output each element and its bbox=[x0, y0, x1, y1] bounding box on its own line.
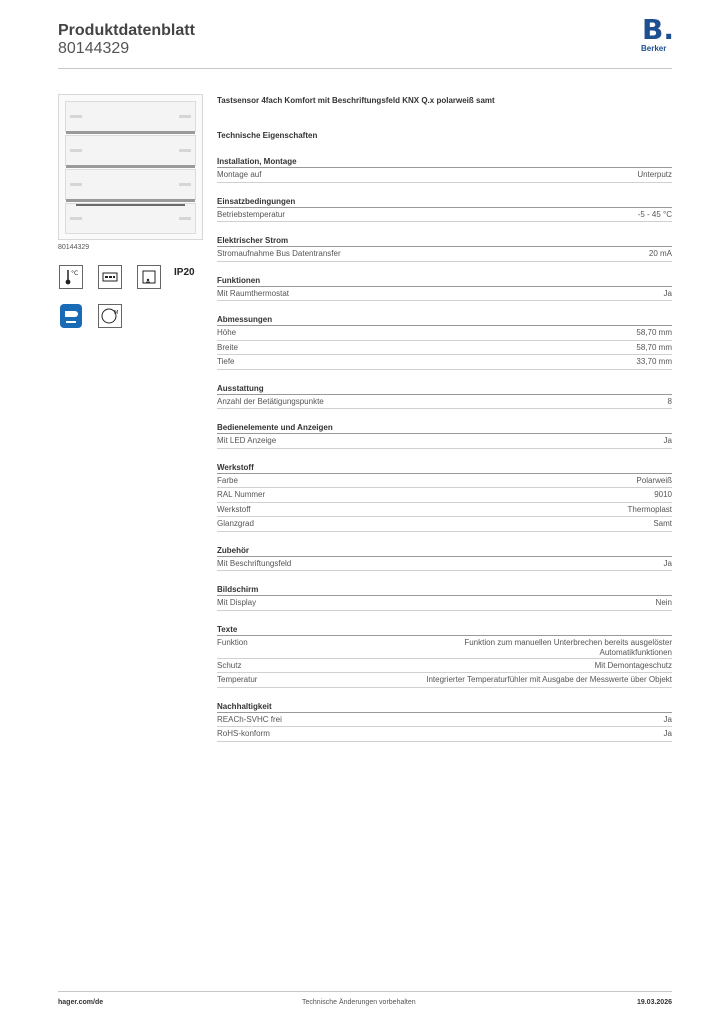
spec-value: Ja bbox=[663, 288, 672, 298]
spec-value: Thermoplast bbox=[627, 504, 672, 514]
spec-value: Ja bbox=[663, 558, 672, 568]
spec-value: Ja bbox=[663, 729, 672, 738]
rocker-2 bbox=[65, 135, 196, 166]
spec-group-einsatz bbox=[217, 196, 672, 223]
display-device-icon bbox=[98, 265, 122, 289]
page-title: Produktdatenblatt bbox=[58, 22, 195, 39]
rocker-4 bbox=[65, 203, 196, 234]
spec-table bbox=[217, 156, 672, 755]
group-title: Funktionen bbox=[217, 275, 672, 287]
spec-label: Mit LED Anzeige bbox=[217, 436, 277, 445]
spec-label: RoHS-konform bbox=[217, 729, 270, 738]
spec-row bbox=[217, 247, 672, 262]
spec-group-abmessungen bbox=[217, 314, 672, 370]
spec-group-funktionen bbox=[217, 275, 672, 302]
spec-label: Stromaufnahme Bus Datentransfer bbox=[217, 249, 341, 258]
spec-row bbox=[217, 596, 672, 611]
logo-mark: B. bbox=[642, 13, 674, 46]
footer-divider bbox=[58, 991, 672, 992]
spec-row bbox=[217, 517, 672, 532]
section-heading: Technische Eigenschaften bbox=[217, 131, 318, 140]
spec-value: Funktion zum manuellen Unterbrechen bereits ausgelöster Automatikfunktionen bbox=[464, 637, 672, 657]
spec-row bbox=[217, 434, 672, 449]
ip20-icon: IP20 bbox=[174, 267, 195, 278]
group-title: Nachhaltigkeit bbox=[217, 701, 672, 713]
group-title: Ausstattung bbox=[217, 383, 672, 395]
rocker-3 bbox=[65, 169, 196, 200]
spec-group-texte bbox=[217, 624, 672, 688]
footer-website-link[interactable]: hager.com/de bbox=[58, 999, 104, 1006]
spec-label: REACh-SVHC frei bbox=[217, 714, 282, 724]
group-title: Werkstoff bbox=[217, 462, 672, 474]
spec-row bbox=[217, 208, 672, 223]
group-title: Abmessungen bbox=[217, 314, 672, 326]
spec-label: Mit Display bbox=[217, 598, 257, 607]
spec-row bbox=[217, 673, 672, 688]
spec-group-bedienelemente bbox=[217, 422, 672, 449]
group-title: Zubehör bbox=[217, 545, 672, 557]
spec-value: 8 bbox=[667, 396, 672, 406]
spec-value: -5 - 45 °C bbox=[637, 209, 672, 219]
logo-text: Berker bbox=[641, 44, 667, 53]
spec-label: Betriebstemperatur bbox=[217, 209, 286, 219]
spec-label: Werkstoff bbox=[217, 504, 251, 514]
spec-row bbox=[217, 395, 672, 410]
group-title: Bildschirm bbox=[217, 584, 672, 596]
spec-group-installation bbox=[217, 156, 672, 183]
spec-row bbox=[217, 488, 672, 503]
spec-value: 9010 bbox=[654, 490, 672, 499]
spec-row bbox=[217, 713, 672, 728]
group-title: Texte bbox=[217, 624, 672, 636]
rocker-1 bbox=[65, 101, 196, 132]
berker-logo bbox=[640, 13, 674, 56]
spec-row bbox=[217, 341, 672, 356]
spec-group-nachhaltigkeit bbox=[217, 701, 672, 742]
svg-text:°C: °C bbox=[71, 270, 79, 277]
spec-label: Breite bbox=[217, 342, 238, 352]
header-divider bbox=[58, 68, 672, 69]
spec-label: Mit Beschriftungsfeld bbox=[217, 558, 292, 568]
spec-value: Samt bbox=[653, 519, 672, 528]
spec-group-ausstattung bbox=[217, 383, 672, 410]
spec-value: Mit Demontageschutz bbox=[594, 660, 672, 670]
spec-row bbox=[217, 503, 672, 518]
spec-label: Funktion bbox=[217, 637, 248, 647]
product-image bbox=[58, 94, 203, 240]
spec-value: 20 mA bbox=[648, 249, 672, 258]
spec-row bbox=[217, 168, 672, 183]
surface-mount-icon bbox=[137, 265, 161, 289]
spec-label: Tiefe bbox=[217, 357, 235, 366]
spec-row bbox=[217, 326, 672, 341]
spec-row bbox=[217, 727, 672, 742]
footer-disclaimer: Technische Änderungen vorbehalten bbox=[302, 999, 416, 1006]
spec-label: Schutz bbox=[217, 660, 242, 670]
product-title: Tastsensor 4fach Komfort mit Beschriftungsfeld KNX Q.x polarweiß samt bbox=[217, 96, 495, 105]
group-title: Bedienelemente und Anzeigen bbox=[217, 422, 672, 434]
spec-label: Glanzgrad bbox=[217, 519, 254, 528]
spec-row bbox=[217, 287, 672, 302]
spec-value: 33,70 mm bbox=[636, 357, 672, 366]
rotary-icon bbox=[98, 304, 122, 328]
spec-label: Farbe bbox=[217, 475, 238, 485]
spec-group-werkstoff bbox=[217, 462, 672, 532]
spec-row bbox=[217, 636, 672, 659]
spec-value: Polarweiß bbox=[636, 475, 672, 485]
spec-group-zubehoer bbox=[217, 545, 672, 572]
spec-label: Montage auf bbox=[217, 170, 262, 179]
spec-label: Mit Raumthermostat bbox=[217, 288, 290, 298]
spec-value: Unterputz bbox=[637, 170, 672, 179]
image-caption: 80144329 bbox=[58, 244, 90, 251]
spec-value: 58,70 mm bbox=[636, 328, 672, 337]
spec-value: Integrierter Temperaturfühler mit Ausgabe der Messwerte über Objekt bbox=[426, 675, 672, 684]
spec-row bbox=[217, 355, 672, 370]
spec-label: Temperatur bbox=[217, 675, 258, 684]
group-title: Einsatzbedingungen bbox=[217, 196, 672, 208]
group-title: Installation, Montage bbox=[217, 156, 672, 168]
group-title: Elektrischer Strom bbox=[217, 235, 672, 247]
spec-row bbox=[217, 659, 672, 674]
spec-row bbox=[217, 557, 672, 572]
spec-value: Ja bbox=[663, 714, 672, 724]
spec-value: Nein bbox=[655, 598, 672, 607]
knx-logo-icon bbox=[59, 304, 83, 328]
svg-text:M: M bbox=[114, 310, 119, 316]
temperature-icon bbox=[59, 265, 83, 289]
spec-group-bildschirm bbox=[217, 584, 672, 611]
article-number: 80144329 bbox=[58, 40, 130, 57]
spec-label: Anzahl der Betätigungspunkte bbox=[217, 396, 324, 406]
footer-date: 19.03.2026 bbox=[636, 999, 672, 1006]
spec-label: Höhe bbox=[217, 328, 237, 337]
spec-value: Ja bbox=[663, 436, 672, 445]
spec-label: RAL Nummer bbox=[217, 490, 266, 499]
spec-value: 58,70 mm bbox=[636, 342, 672, 352]
spec-group-strom bbox=[217, 235, 672, 262]
spec-row bbox=[217, 474, 672, 489]
